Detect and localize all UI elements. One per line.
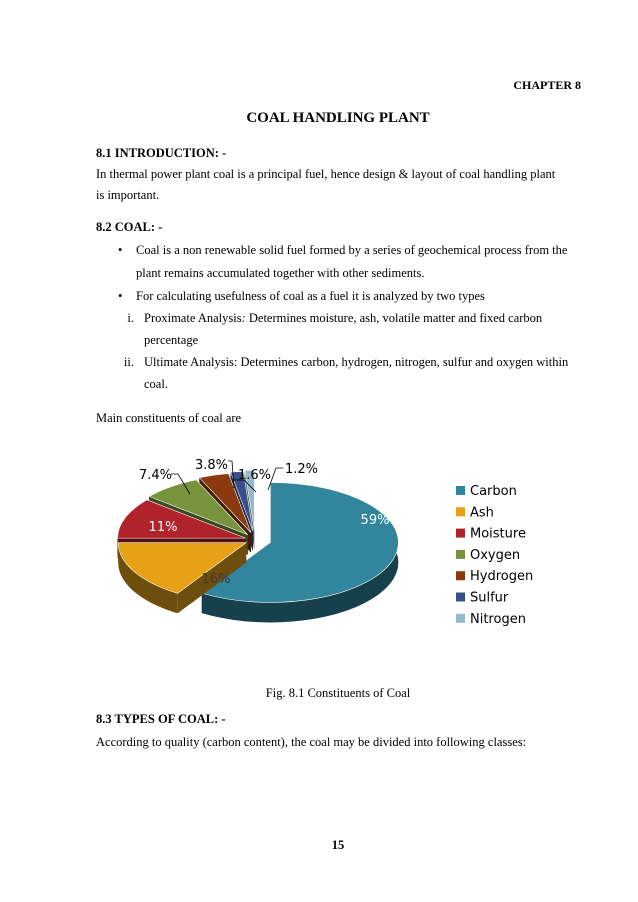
data-label-ash: 16% <box>201 572 231 587</box>
roman-2-line-1: Ultimate Analysis: Determines carbon, hydrogen, nitrogen, sulfur and oxygen within <box>144 355 569 369</box>
chapter-label: CHAPTER 8 <box>513 78 581 92</box>
proximate-analysis-title: Proximate Analysis <box>144 311 242 325</box>
legend-swatch-hydrogen <box>456 571 465 580</box>
roman-1-line-2: percentage <box>144 333 199 347</box>
bullet-marker-2: • <box>118 289 123 303</box>
data-label-hydrogen: 3.8% <box>195 458 229 473</box>
types-heading: 8.3 TYPES OF COAL: - <box>96 712 226 726</box>
legend-swatch-nitrogen <box>456 614 465 623</box>
coal-heading: 8.2 COAL: - <box>96 220 163 234</box>
legend-label-moisture: Moisture <box>470 526 526 542</box>
intro-line-2: is important. <box>96 188 160 202</box>
bullet-1-line-2: plant remains accumulated together with other sediments. <box>136 266 425 280</box>
data-label-oxygen: 7.4% <box>139 468 173 483</box>
main-constituents-text: Main constituents of coal are <box>96 411 242 425</box>
page-number: 15 <box>331 838 345 852</box>
data-label-moisture: 11% <box>148 520 178 535</box>
page-title: COAL HANDLING PLANT <box>246 110 430 126</box>
legend-label-nitrogen: Nitrogen <box>470 611 526 627</box>
intro-heading: 8.1 INTRODUCTION: - <box>96 146 227 160</box>
legend-label-sulfur: Sulfur <box>470 590 509 606</box>
data-label-carbon: 59% <box>360 513 390 528</box>
legend-label-oxygen: Oxygen <box>470 547 521 563</box>
intro-line-1: In thermal power plant coal is a principal fuel, hence design & layout of coal handling plant <box>96 167 556 181</box>
roman-marker-1: i. <box>127 311 134 325</box>
bullet-marker-1: • <box>118 243 123 257</box>
data-label-nitrogen: 1.2% <box>285 462 319 477</box>
figure-caption: Fig. 8.1 Constituents of Coal <box>265 686 411 700</box>
roman-marker-2: ii. <box>123 355 134 369</box>
legend-label-hydrogen: Hydrogen <box>470 569 534 585</box>
types-text: According to quality (carbon content), the coal may be divided into following classes: <box>96 735 527 749</box>
bullet-1-line-1: Coal is a non renewable solid fuel formed by a series of geochemical process from the <box>136 243 568 257</box>
legend-swatch-oxygen <box>456 550 465 559</box>
data-label-sulfur: 1.6% <box>238 468 272 483</box>
legend-swatch-sulfur <box>456 593 465 602</box>
legend-swatch-moisture <box>456 529 465 538</box>
bullet-2-line-1: For calculating usefulness of coal as a fuel it is analyzed by two types <box>136 289 485 303</box>
legend-label-carbon: Carbon <box>470 484 517 499</box>
proximate-colon: : <box>241 311 246 325</box>
roman-2-line-2: coal. <box>144 377 168 391</box>
legend-label-ash: Ash <box>470 505 494 521</box>
proximate-analysis-desc: Determines moisture, ash, volatile matter and fixed carbon <box>245 311 543 325</box>
legend-swatch-ash <box>456 507 465 516</box>
legend-swatch-carbon <box>456 486 465 495</box>
